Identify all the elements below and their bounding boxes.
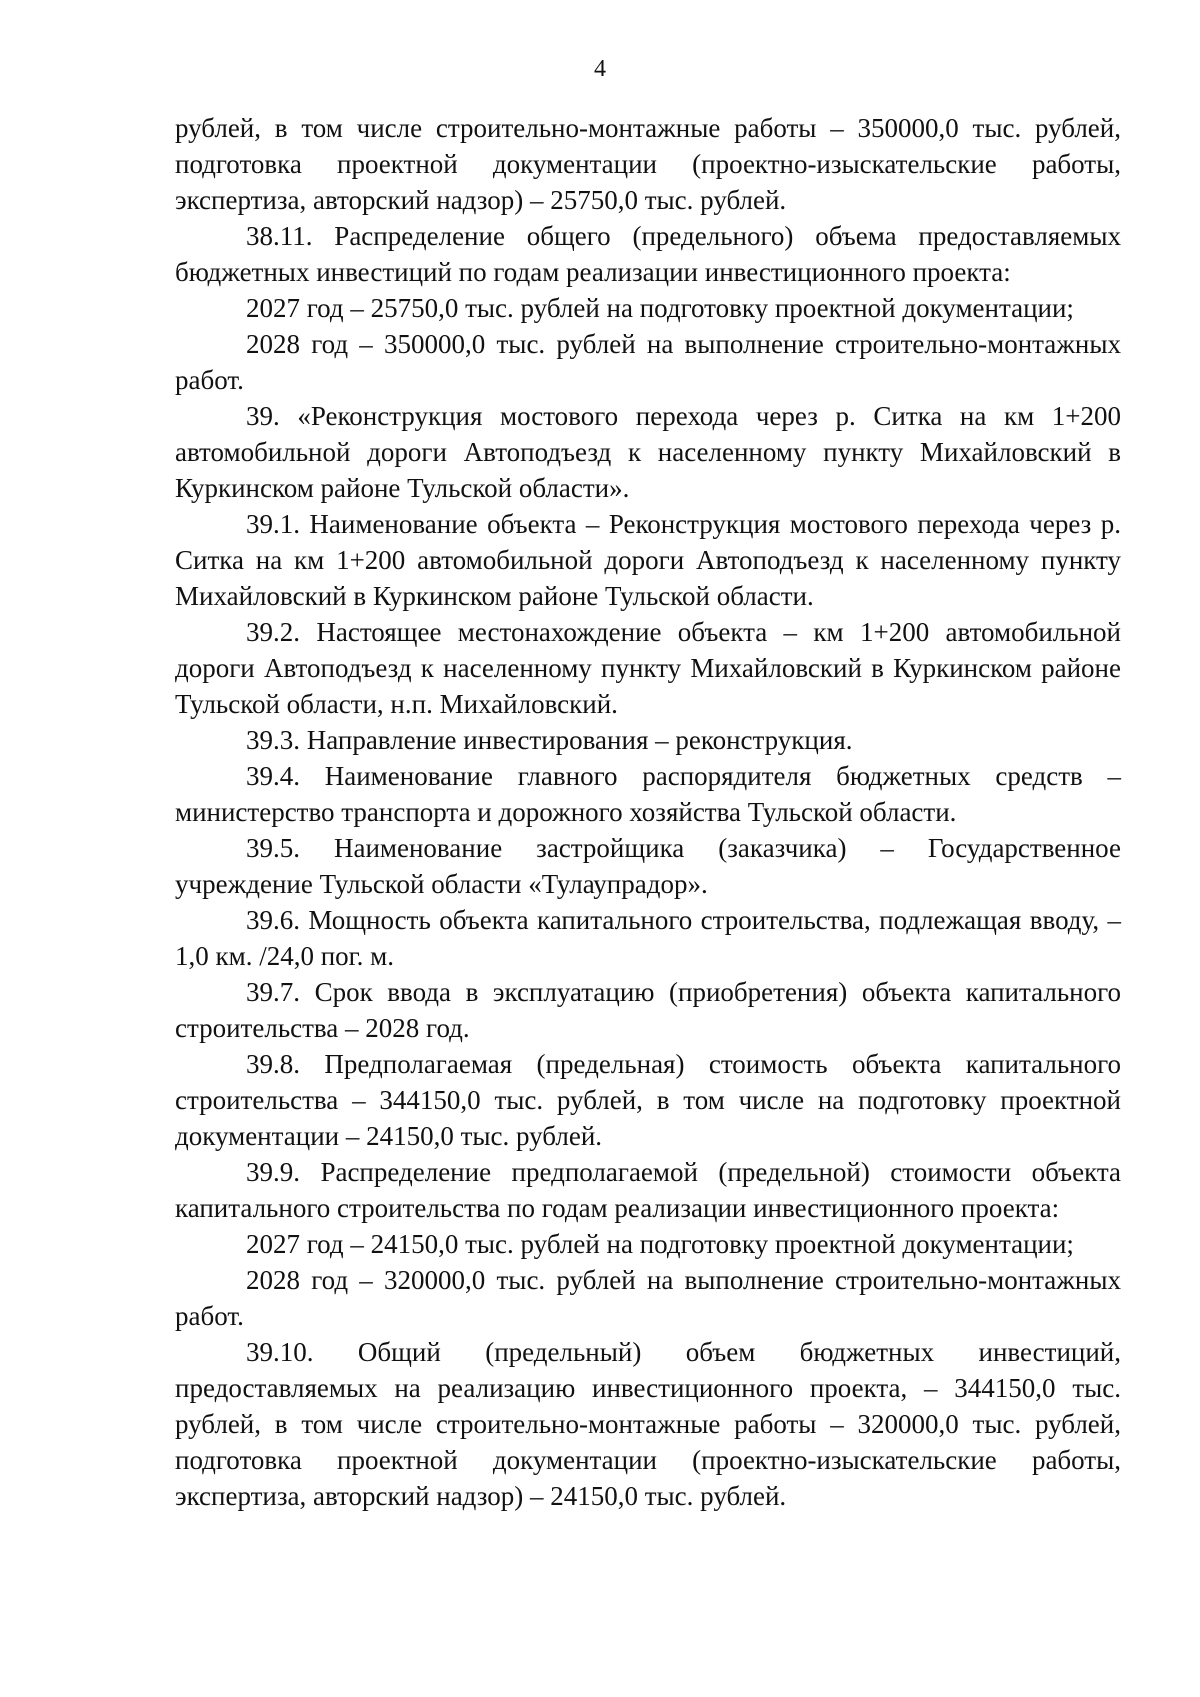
paragraph-39-7: 39.7. Срок ввода в эксплуатацию (приобретения) объекта капитального строительства – 2028 год. xyxy=(175,977,1121,1043)
paragraph-39-5: 39.5. Наименование застройщика (заказчика) – Государственное учреждение Тульской области «Тулаупрадор». xyxy=(175,833,1121,899)
paragraph-39-title: 39. «Реконструкция мостового перехода через р. Ситка на км 1+200 автомобильной дороги Автоподъезд к населенному пункту Михайловский в Куркинском районе Тульской области». xyxy=(175,401,1121,503)
paragraph-39-1: 39.1. Наименование объекта – Реконструкция мостового перехода через р. Ситка на км 1+200 автомобильной дороги Автоподъезд к населенному пункту Михайловский в Куркинском районе Тульской области. xyxy=(175,509,1121,611)
paragraph-39-4: 39.4. Наименование главного распорядителя бюджетных средств – министерство транспорта и дорожного хозяйства Тульской области. xyxy=(175,761,1121,827)
paragraph-39-9: 39.9. Распределение предполагаемой (предельной) стоимости объекта капитального строительства по годам реализации инвестиционного проекта: xyxy=(175,1157,1121,1223)
paragraph-39-9-2028: 2028 год – 320000,0 тыс. рублей на выполнение строительно-монтажных работ. xyxy=(175,1265,1121,1331)
document-body xyxy=(175,110,1121,1514)
paragraph-39-3: 39.3. Направление инвестирования – реконструкция. xyxy=(246,725,853,755)
paragraph-38-11-2028: 2028 год – 350000,0 тыс. рублей на выполнение строительно-монтажных работ. xyxy=(175,329,1121,395)
paragraph-38-11: 38.11. Распределение общего (предельного) объема предоставляемых бюджетных инвестиций по годам реализации инвестиционного проекта: xyxy=(175,221,1121,287)
paragraph-continuation: рублей, в том числе строительно-монтажные работы – 350000,0 тыс. рублей, подготовка проектной документации (проектно-изыскательские работы, экспертиза, авторский надзор) – 25750,0 тыс. рублей. xyxy=(175,113,1121,215)
page-number: 4 xyxy=(594,56,606,82)
paragraph-39-10: 39.10. Общий (предельный) объем бюджетных инвестиций, предоставляемых на реализацию инвестиционного проекта, – 344150,0 тыс. рублей, в том числе строительно-монтажные работы – 320000,0 тыс. рублей, подготовка проектной документации (проектно-изыскательские работы, экспертиза, авторский надзор) – 24150,0 тыс. рублей. xyxy=(175,1337,1121,1511)
paragraph-38-11-2027: 2027 год – 25750,0 тыс. рублей на подготовку проектной документации; xyxy=(246,293,1074,323)
paragraph-39-6: 39.6. Мощность объекта капитального строительства, подлежащая вводу, – 1,0 км. /24,0 пог. м. xyxy=(175,905,1121,971)
paragraph-39-9-2027: 2027 год – 24150,0 тыс. рублей на подготовку проектной документации; xyxy=(246,1229,1074,1259)
paragraph-39-8: 39.8. Предполагаемая (предельная) стоимость объекта капитального строительства – 344150,0 тыс. рублей, в том числе на подготовку проектной документации – 24150,0 тыс. рублей. xyxy=(175,1049,1121,1151)
paragraph-39-2: 39.2. Настоящее местонахождение объекта – км 1+200 автомобильной дороги Автоподъезд к населенному пункту Михайловский в Куркинском районе Тульской области, н.п. Михайловский. xyxy=(175,617,1121,719)
